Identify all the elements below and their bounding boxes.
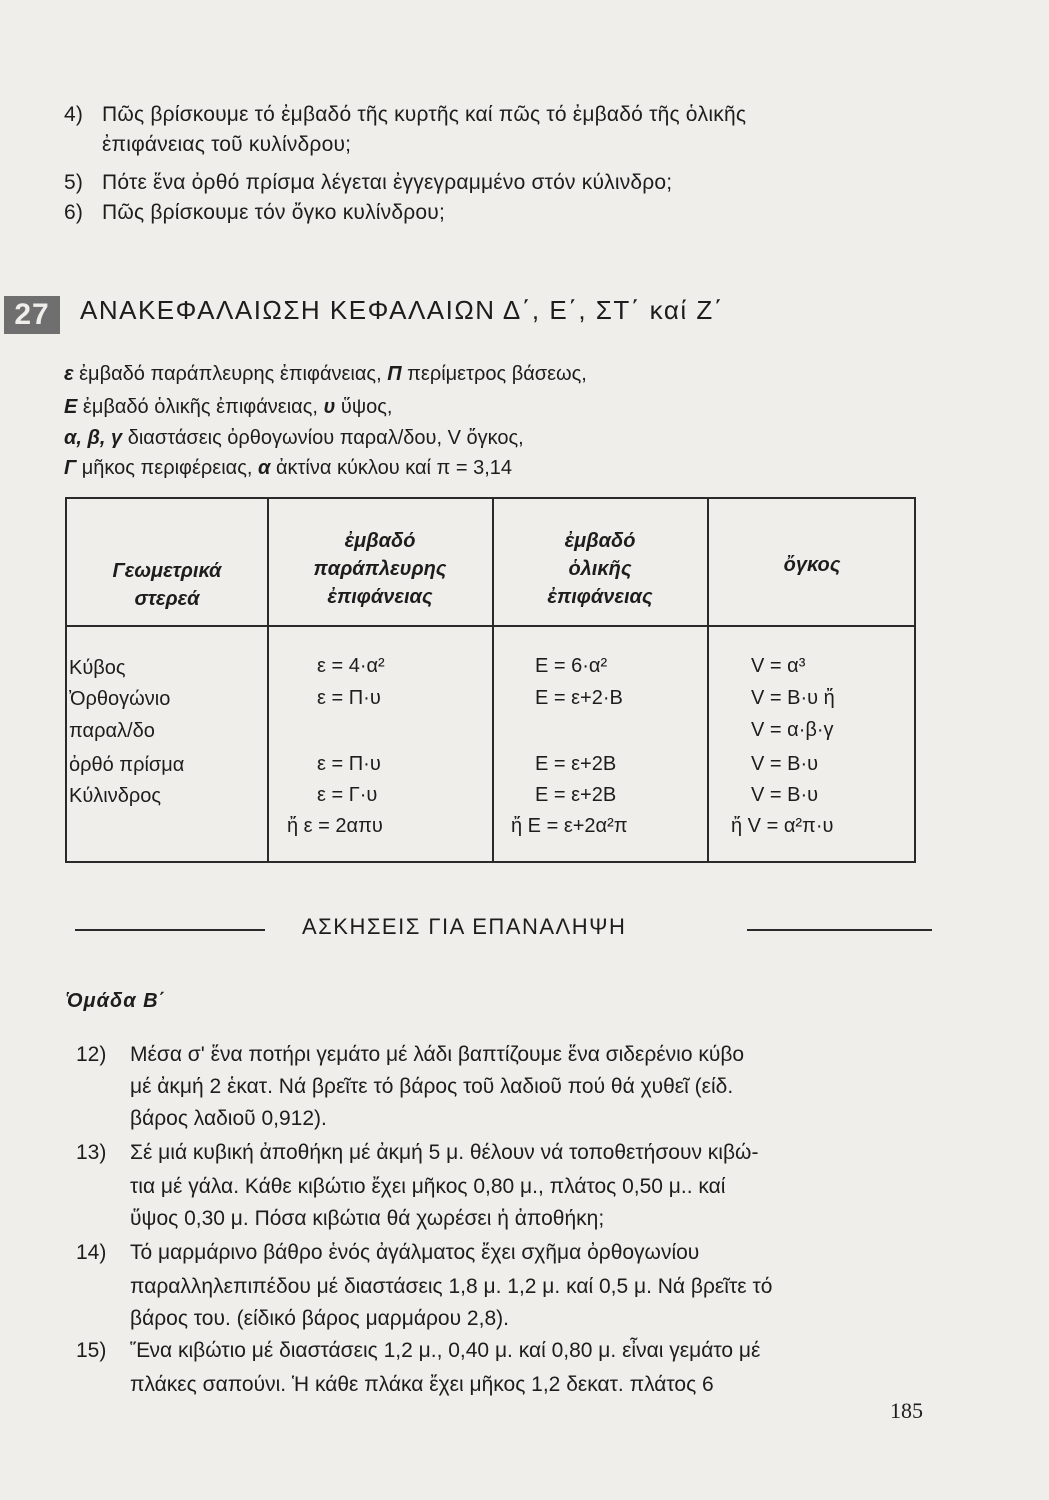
legend-text: ὕψος, bbox=[340, 396, 393, 418]
exercise-number: 14) bbox=[76, 1241, 107, 1264]
section-title: ΑΝΑΚΕΦΑΛΑΙΩΣΗ ΚΕΦΑΛΑΙΩΝ Δ΄, Ε΄, ΣΤ΄ καί Ζ΄ bbox=[80, 295, 724, 325]
exercise-text: παραλληλεπιπέδου μέ διαστάσεις 1,8 μ. 1,2 μ. καί 0,5 μ. Νά βρεῖτε τό bbox=[130, 1275, 773, 1298]
table-divider bbox=[492, 499, 494, 861]
legend-text: ἐμβαδό ὁλικῆς ἐπιφάνειας, bbox=[82, 396, 318, 418]
exercise-14 bbox=[76, 1236, 946, 1338]
page-number: 185 bbox=[890, 1398, 923, 1423]
exercise-number: 13) bbox=[76, 1141, 107, 1164]
question-5 bbox=[64, 168, 944, 198]
solid-name: Κύλινδρος bbox=[69, 785, 161, 807]
legend-line bbox=[64, 360, 587, 388]
formula-table bbox=[65, 497, 916, 863]
legend-text: περίμετρος βάσεως, bbox=[407, 363, 587, 385]
exercise-text: Τό μαρμάρινο βάθρο ἑνός ἀγάλματος ἔχει σχῆμα ὀρθογωνίου bbox=[130, 1241, 700, 1264]
total-formula: Ε = ε+2Β bbox=[535, 784, 617, 806]
solid-name: Ὀρθογώνιο bbox=[69, 688, 171, 710]
exercise-15 bbox=[76, 1334, 946, 1404]
total-formula: Ε = ε+2·Β bbox=[535, 687, 623, 709]
solid-name: παραλ/δο bbox=[69, 720, 155, 742]
legend-line bbox=[64, 454, 512, 482]
exercise-text: Μέσα σ' ἕνα ποτήρι γεμάτο μέ λάδι βαπτίζουμε ἕνα σιδερένιο κύβο bbox=[130, 1043, 745, 1066]
lateral-formula: ε = 4·α² bbox=[317, 655, 385, 677]
legend-symbol: υ bbox=[323, 396, 336, 418]
header-volume: ὄγκος bbox=[783, 554, 841, 576]
exercise-text: ὕψος 0,30 μ. Πόσα κιβώτια θά χωρέσει ἡ ἀποθήκη; bbox=[130, 1207, 605, 1230]
legend-text: μῆκος περιφέρειας, bbox=[81, 457, 253, 479]
header-lateral-area: ἐμβαδό παράπλευρης ἐπιφάνειας bbox=[313, 530, 447, 608]
solid-name: ὀρθό πρίσμα bbox=[69, 754, 185, 776]
exercise-text: βάρος λαδιοῦ 0,912). bbox=[130, 1107, 327, 1130]
volume-formula: V = Β·υ ἤ bbox=[751, 687, 835, 709]
exercise-number: 15) bbox=[76, 1339, 107, 1362]
table-divider bbox=[67, 625, 914, 627]
legend-text: ἀκτίνα κύκλου καί π = 3,14 bbox=[275, 457, 513, 479]
exercise-text: μέ ἀκμή 2 ἑκατ. Νά βρεῖτε τό βάρος τοῦ λαδιοῦ πού θά χυθεῖ (είδ. bbox=[130, 1075, 734, 1098]
question-text: Πῶς βρίσκουμε τό ἐμβαδό τῆς κυρτῆς καί πῶς τό ἐμβαδό τῆς ὁλικῆς bbox=[102, 103, 747, 126]
exercise-text: βάρος του. (είδικό βάρος μαρμάρου 2,8). bbox=[130, 1307, 509, 1330]
heading-rule-right bbox=[747, 929, 932, 931]
volume-formula: V = α³ bbox=[751, 655, 806, 677]
volume-formula: V = Β·υ bbox=[751, 784, 819, 806]
exercise-12 bbox=[76, 1038, 946, 1140]
question-number: 5) bbox=[64, 171, 84, 194]
legend-line bbox=[64, 424, 524, 452]
exercise-text: πλάκες σαπούνι. Ἡ κάθε πλάκα ἔχει μῆκος 1,2 δεκατ. πλάτος 6 bbox=[130, 1373, 714, 1396]
volume-formula: ἤ V = α²π·υ bbox=[731, 815, 834, 837]
volume-formula: V = α·β·γ bbox=[751, 719, 834, 741]
table-divider bbox=[707, 499, 709, 861]
question-4 bbox=[64, 100, 944, 160]
legend-symbol: α, β, γ bbox=[64, 427, 123, 449]
exercise-number: 12) bbox=[76, 1043, 107, 1066]
total-formula: ἤ Ε = ε+2α²π bbox=[511, 815, 628, 837]
legend-symbol: Γ bbox=[64, 457, 77, 479]
question-text: Πῶς βρίσκουμε τόν ὄγκο κυλίνδρου; bbox=[102, 201, 445, 224]
legend-text: διαστάσεις ὀρθογωνίου παραλ/δου, V ὄγκος, bbox=[127, 427, 524, 449]
heading-rule-left bbox=[75, 929, 265, 931]
legend-symbol: Π bbox=[387, 363, 402, 385]
question-number: 6) bbox=[64, 201, 84, 224]
legend-symbol: Ε bbox=[64, 396, 78, 418]
volume-formula: V = Β·υ bbox=[751, 753, 819, 775]
lateral-formula: ε = Π·υ bbox=[317, 687, 381, 709]
group-label: Ὁμάδα Β΄ bbox=[66, 990, 167, 1012]
header-solids: Γεωμετρικά στερεά bbox=[112, 560, 222, 610]
exercise-text: τια μέ γάλα. Κάθε κιβώτιο ἔχει μῆκος 0,80 μ., πλάτος 0,50 μ.. καί bbox=[130, 1175, 726, 1198]
exercise-text: Σέ μιά κυβική ἀποθήκη μέ ἀκμή 5 μ. θέλουν νά τοποθετήσουν κιβώ- bbox=[130, 1141, 759, 1164]
total-formula: Ε = 6·α² bbox=[535, 655, 608, 677]
section-number-badge: 27 bbox=[4, 296, 60, 334]
lateral-formula: ε = Π·υ bbox=[317, 753, 381, 775]
legend-symbol: ε bbox=[64, 363, 74, 385]
solid-name: Κύβος bbox=[69, 657, 126, 679]
header-total-area: ἐμβαδό ὁλικῆς ἐπιφάνειας bbox=[547, 530, 653, 608]
legend-symbol: α bbox=[257, 457, 271, 479]
question-text: Πότε ἕνα ὀρθό πρίσμα λέγεται ἐγγεγραμμένο στόν κύλινδρο; bbox=[102, 171, 673, 194]
exercise-13 bbox=[76, 1136, 946, 1238]
question-6 bbox=[64, 198, 944, 228]
question-text: ἐπιφάνειας τοῦ κυλίνδρου; bbox=[102, 133, 352, 156]
review-heading: ΑΣΚΗΣΕΙΣ ΓΙΑ ΕΠΑΝΑΛΗΨΗ bbox=[302, 914, 627, 939]
legend-text: ἐμβαδό παράπλευρης ἐπιφάνειας, bbox=[79, 363, 382, 385]
table-divider bbox=[267, 499, 269, 861]
lateral-formula: ε = Γ·υ bbox=[317, 784, 378, 806]
legend-line bbox=[64, 393, 392, 421]
question-number: 4) bbox=[64, 103, 84, 126]
total-formula: Ε = ε+2Β bbox=[535, 753, 617, 775]
exercise-text: Ἕνα κιβώτιο μέ διαστάσεις 1,2 μ., 0,40 μ. καί 0,80 μ. εἶναι γεμάτο μέ bbox=[130, 1339, 761, 1362]
lateral-formula: ἤ ε = 2απυ bbox=[287, 815, 383, 837]
